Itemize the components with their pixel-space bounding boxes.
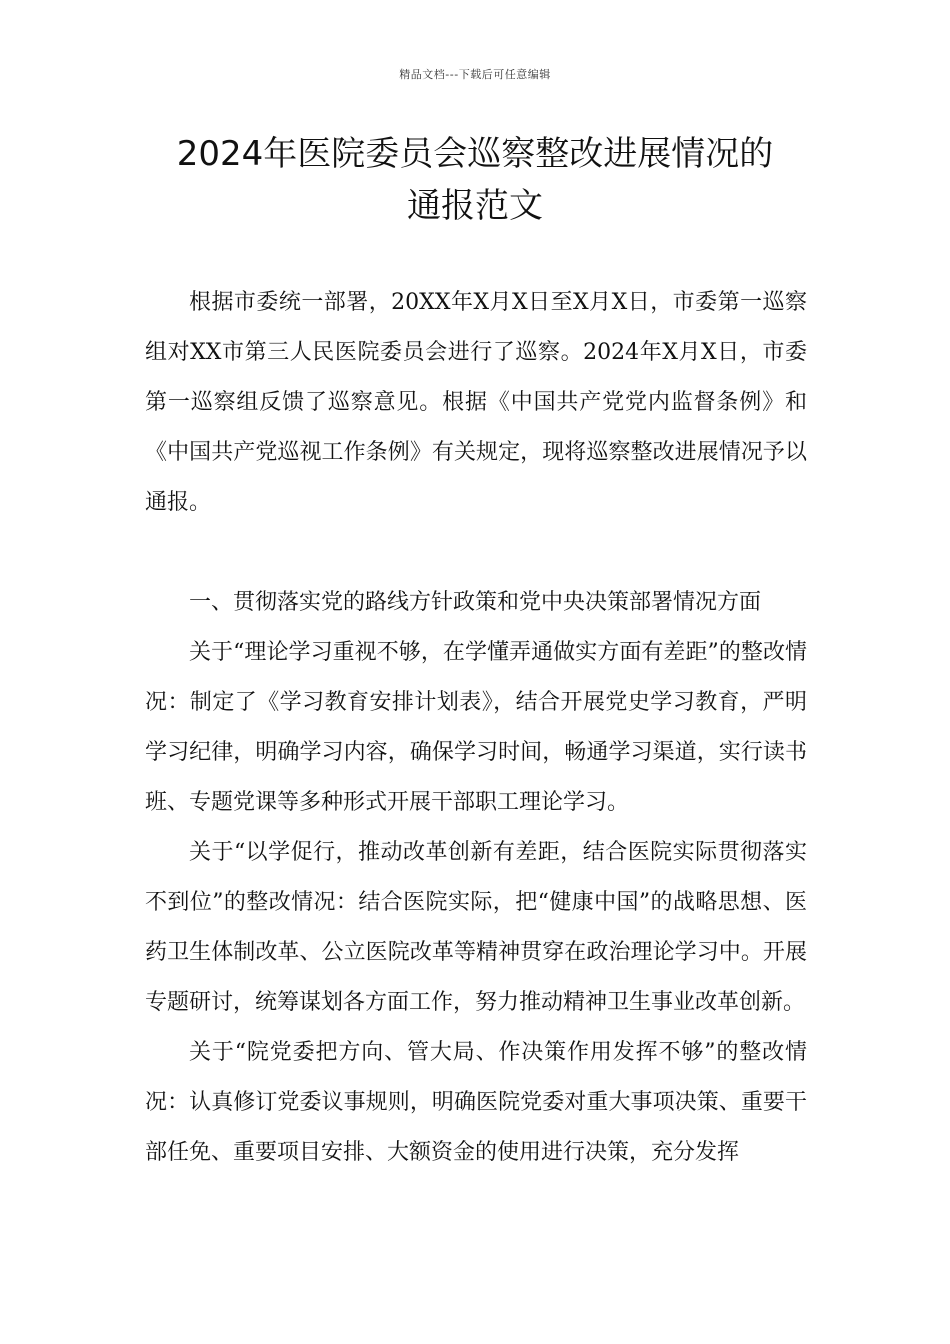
paragraph: 关于“院党委把方向、管大局、作决策作用发挥不够”的整改情况：认真修订党委议事规则，明确医院党委对重大事项决策、重要干部任免、重要项目安排、大额资金的使用进行决策，充分发挥	[145, 1040, 807, 1165]
section-heading: 一、贯彻落实党的路线方针政策和党中央决策部署情况方面	[189, 590, 762, 615]
document-title	[120, 128, 830, 232]
paragraph: 关于“以学促行，推动改革创新有差距，结合医院实际贯彻落实不到位”的整改情况：结合医院实际，把“健康中国”的战略思想、医药卫生体制改革、公立医院改革等精神贯穿在政治理论学习中。开展专题研讨，统筹谋划各方面工作，努力推动精神卫生事业改革创新。	[145, 840, 807, 1015]
title-line-1: 2024年医院委员会巡察整改进展情况的	[176, 134, 774, 174]
header-note: 精品文档---下载后可任意编辑	[399, 68, 551, 81]
document-body	[145, 278, 807, 1178]
title-line-2: 通报范文	[407, 186, 543, 226]
paragraph: 关于“理论学习重视不够，在学懂弄通做实方面有差距”的整改情况：制定了《学习教育安排计划表》，结合开展党史学习教育，严明学习纪律，明确学习内容，确保学习时间，畅通学习渠道，实行读书班、专题党课等多种形式开展干部职工理论学习。	[145, 640, 807, 815]
paragraph-intro: 根据市委统一部署，20XX年X月X日至X月X日，市委第一巡察组对XX市第三人民医院委员会进行了巡察。2024年X月X日，市委第一巡察组反馈了巡察意见。根据《中国共产党党内监督条例》和《中国共产党巡视工作条例》有关规定，现将巡察整改进展情况予以通报。	[145, 290, 807, 515]
